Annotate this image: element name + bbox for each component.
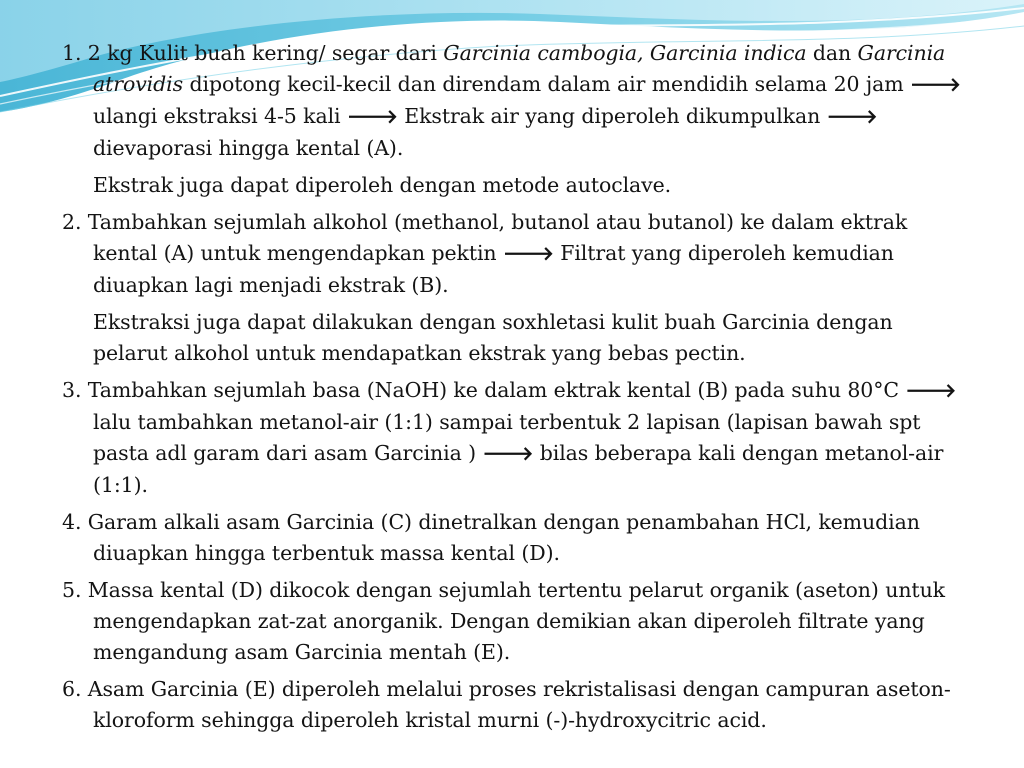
right-arrow-icon: 🡒 [826,106,878,128]
species-name: Garcinia atrovidis [93,41,946,96]
right-arrow-icon: 🡒 [905,380,957,402]
right-arrow-icon: 🡒 [502,243,554,265]
species-names: Garcinia cambogia, Garcinia indica [443,41,807,65]
step-1-note: Ekstrak juga dapat diperoleh dengan metode autoclave. [93,173,672,197]
step-3: 3. Tambahkan sejumlah basa (NaOH) ke dalam ektrak kental (B) pada suhu 80°C 🡒 lalu tambahkan metanol-air (1:1) sampai terbentuk 2 lapisan (lapisan bawah spt pasta adl garam dari asam Garcinia ) 🡒 bilas beberapa kali dengan metanol-air (1:1). [62,378,957,497]
step-5: 5. Massa kental (D) dikocok dengan sejumlah tertentu pelarut organik (aseton) untuk mengendapkan zat-zat anorganik. Dengan demikian akan diperoleh filtrate yang mengandung asam Garcinia mentah (E). [62,578,945,664]
step-2: 2. Tambahkan sejumlah alkohol (methanol, butanol atau butanol) ke dalam ektrak kental (A) untuk mengendapkan pektin 🡒 Filtrat yang diperoleh kemudian diuapkan lagi menjadi ekstrak (B). [62,210,908,297]
step-2-note: Ekstraksi juga dapat dilakukan dengan soxhletasi kulit buah Garcinia dengan pelarut alkohol untuk mendapatkan ekstrak yang bebas pectin. [93,310,893,365]
right-arrow-icon: 🡒 [482,443,534,465]
step-6: 6. Asam Garcinia (E) diperoleh melalui proses rekristalisasi dengan campuran aseton-kloroform sehingga diperoleh kristal murni (-)-hydroxycitric acid. [62,677,951,732]
body-text [62,38,972,742]
right-arrow-icon: 🡒 [346,106,398,128]
step-1: 1. 2 kg Kulit buah kering/ segar dari Garcinia cambogia, Garcinia indica dan Garcinia atrovidis dipotong kecil-kecil dan direndam dalam air mendidih selama 20 jam 🡒 ulangi ekstraksi 4-5 kali 🡒 Ekstrak air yang diperoleh dikumpulkan 🡒 dievaporasi hingga kental (A). [62,41,961,160]
step-4: 4. Garam alkali asam Garcinia (C) dinetralkan dengan penambahan HCl, kemudian diuapkan hingga terbentuk massa kental (D). [62,510,920,565]
right-arrow-icon: 🡒 [910,74,961,96]
